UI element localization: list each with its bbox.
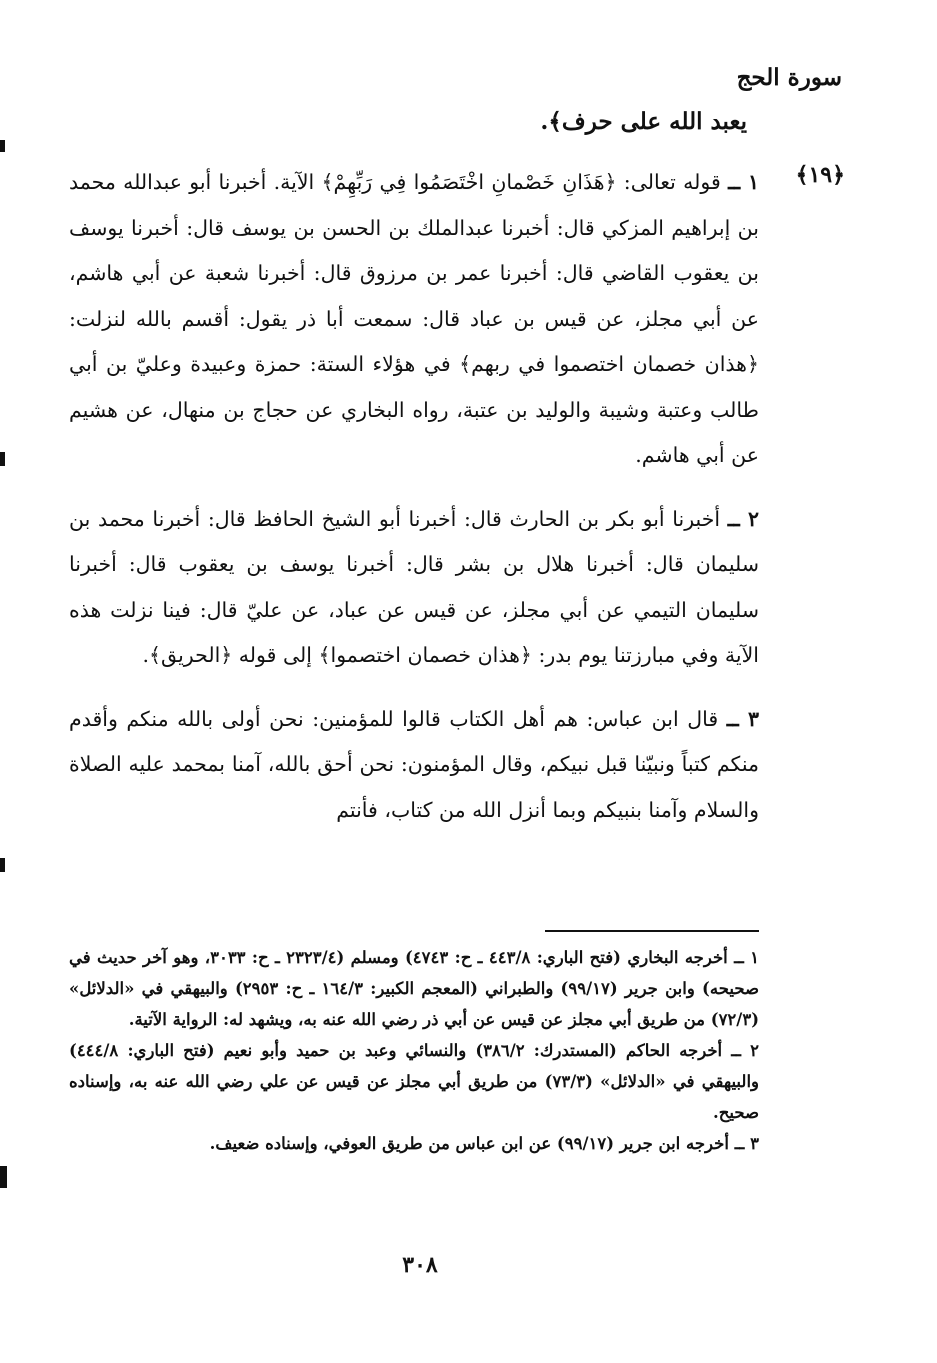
paragraph-3	[69, 697, 759, 834]
paragraph-text: قوله تعالى: ﴿هَذَانِ خَصْمانِ اخْتَصَمُوا فِي رَبِّهِمْ﴾ الآية. أخبرنا أبو عبدالله محمد بن إبراهيم المزكي قال: أخبرنا عبدالملك بن الحسن بن يوسف قال: أخبرنا يوسف بن يعقوب القاضي قال: أخبرنا عمر بن مرزوق قال: أخبرنا شعبة عن أبي هاشم، عن أبي مجلز، عن قيس بن عباد قال: سمعت أبا ذر يقول: أقسم بالله لنزلت: ﴿هذان خصمان اختصموا في ربهم﴾ في هؤلاء الستة: حمزة وعبيدة وعليّ بن أبي طالب وعتبة وشيبة والوليد بن عتبة، رواه البخاري عن حجاج بن منهال، عن هشيم عن أبي هاشم.	[69, 170, 759, 467]
footnote-text: أخرجه البخاري (فتح الباري: ٤٤٣/٨ ـ ح: ٤٧٤٣) ومسلم (٢٣٢٣/٤ ـ ح: ٣٠٣٣، وهو آخر حديث في صحيحه) وابن جرير (٩٩/١٧) والطبراني (المعجم الكبير: ١٦٤/٣ ـ ح: ٢٩٥٣) والبيهقي في «الدلائل» (٧٢/٣) من طريق أبي مجلز عن قيس عن أبي ذر رضي الله عنه به، ويشهد له: الرواية الآتية.	[69, 948, 759, 1029]
scan-edge-mark	[0, 858, 5, 872]
continued-verse-line: يعبد الله على حرف﴾.	[540, 108, 747, 135]
main-text	[69, 160, 759, 851]
paragraph-1	[69, 160, 759, 479]
footnotes	[69, 942, 759, 1159]
footnote-number: ٣ ــ	[734, 1134, 759, 1153]
page-number: ٣٠٨	[402, 1252, 438, 1278]
scan-edge-mark	[0, 1166, 7, 1188]
footnote-separator	[545, 930, 759, 932]
paragraph-number: ١ ــ	[728, 170, 759, 194]
scan-edge-mark	[0, 140, 5, 152]
paragraph-number: ٣ ــ	[726, 706, 759, 731]
paragraph-2	[69, 497, 759, 679]
scan-edge-mark	[0, 452, 5, 466]
running-header-surah-title: سورة الحج	[736, 64, 842, 91]
footnote-3	[69, 1128, 759, 1159]
footnote-number: ١ ــ	[734, 948, 759, 967]
footnote-text: أخرجه ابن جرير (٩٩/١٧) عن ابن عباس من طريق العوفي، وإسناده ضعيف.	[209, 1134, 729, 1153]
verse-number-marker: ﴿١٩﴾	[795, 162, 845, 188]
footnote-text: أخرجه الحاكم (المستدرك: ٣٨٦/٢) والنسائي وعبد بن حميد وأبو نعيم (فتح الباري: ٤٤٤/٨) والبيهقي في «الدلائل» (٧٣/٣) من طريق أبي مجلز عن قيس عن علي رضي الله عنه به، وإسناده صحيح.	[69, 1041, 759, 1122]
footnote-number: ٢ ــ	[731, 1041, 759, 1060]
footnote-2	[69, 1035, 759, 1128]
paragraph-number: ٢ ــ	[727, 506, 759, 531]
paragraph-text: أخبرنا أبو بكر بن الحارث قال: أخبرنا أبو الشيخ الحافظ قال: أخبرنا محمد بن سليمان قال: أخبرنا هلال بن بشر قال: أخبرنا يوسف بن يعقوب قال: أخبرنا سليمان التيمي عن أبي مجلز، عن قيس عن عباد، عن عليّ قال: فينا نزلت هذه الآية وفي مبارزتنا يوم بدر: ﴿هذان خصمان اختصموا﴾ إلى قوله ﴿الحريق﴾.	[69, 506, 759, 667]
footnote-1	[69, 942, 759, 1035]
paragraph-text: قال ابن عباس: هم أهل الكتاب قالوا للمؤمنين: نحن أولى بالله منكم وأقدم منكم كتباً ونبيّنا قبل نبيكم، وقال المؤمنون: نحن أحق بالله، آمنا بمحمد عليه الصلاة والسلام وآمنا بنبيكم وبما أنزل الله من كتاب، فأنتم	[69, 706, 759, 822]
